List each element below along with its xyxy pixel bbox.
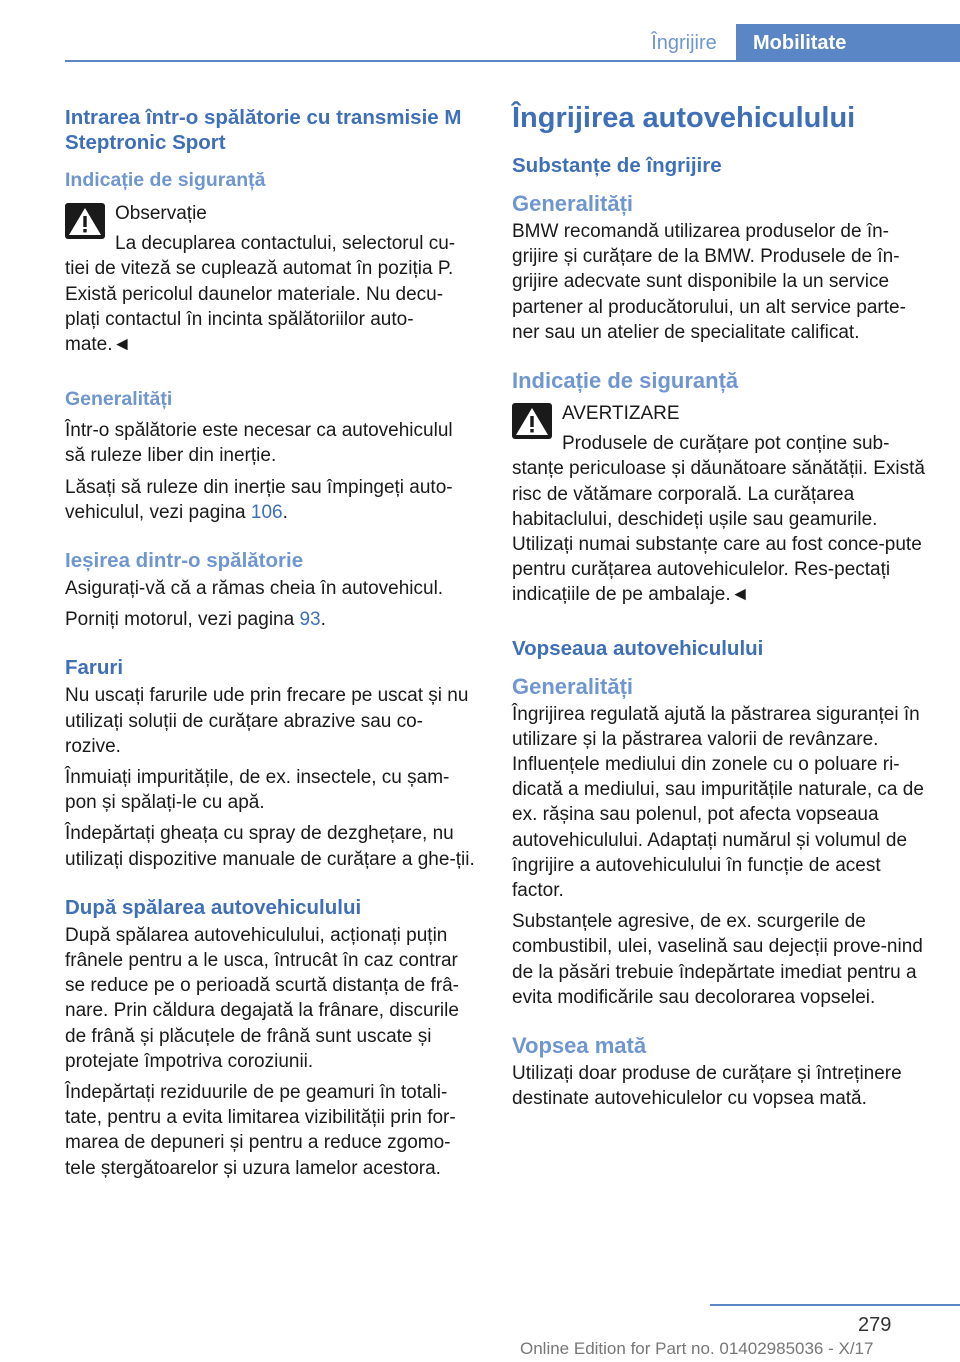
heading-safety-note: Indicație de siguranță (65, 169, 266, 191)
warning-icon (65, 203, 105, 239)
header-rule (65, 60, 960, 62)
paragraph: Asigurați-vă că a rămas cheia în autovehicul. (65, 578, 444, 600)
left-column (65, 100, 477, 1181)
paragraph: Nu uscați farurile ude prin frecare pe uscat și nu utilizați soluții de curățare abrazive sau co-rozive. (65, 685, 469, 757)
heading-after-wash: După spălarea autovehiculului (65, 895, 362, 919)
paragraph: Lăsați să ruleze din inerție sau împingeți auto-vehiculul, vezi pagina 106. (65, 476, 453, 523)
warning-title: AVERTIZARE (562, 403, 680, 425)
heading-vehicle-paint: Vopseaua autovehiculului (512, 636, 764, 660)
heading-headlights: Faruri (65, 656, 124, 680)
page-link-93[interactable]: 93 (299, 609, 321, 631)
footer-rule (710, 1304, 960, 1306)
note-box (65, 201, 477, 226)
heading-exit-car-wash: Ieșirea dintr-o spălătorie (65, 549, 304, 573)
warning-icon (512, 403, 552, 439)
page-title: Îngrijirea autovehiculului (512, 102, 856, 134)
right-column (512, 100, 930, 1111)
heading-care-products: Substanțe de îngrijire (512, 154, 722, 177)
paragraph: După spălarea autovehiculului, acționați puțin frânele pentru a le usca, întrucât în caz contrar se reduce pe o perioadă scurtă distanța de frâ-nare. Prin căldura degajată la frânare, discurile de frână și plăcuțele de frână sunt uscate și protejate împotriva coroziunii. (65, 924, 459, 1072)
paragraph: Îngrijirea regulată ajută la păstrarea siguranței în utilizare și la păstrarea valorii de revânzare. Influențele mediului din zonele cu o poluare ri-dicată a mediului, sau impuritățile naturale, ca de ex. rășina sau polenul, pot afecta vopseaua autovehiculului. Adaptați numărul și volumul de îngrijire a autovehiculului în funcție de acest factor. (512, 703, 924, 902)
paragraph: Îndepărtați reziduurile de pe geamuri în totali-tate, pentru a evita limitarea vizibilității prin for-marea de depuneri și pentru a reduce zgomo-tele ștergătoarelor și uzura lamelor acestora. (65, 1082, 456, 1179)
warning-text: Produsele de curățare pot conține sub-stanțe periculoase și dăunătoare sănătății. Există risc de vătămare corporală. La curățarea habitaclului, deschideți ușile sau geamurile. Utilizați numai substanțe care au fost conce-pute pentru curățarea autovehiculelor. Res-pectați indicațiile de pe ambalaje.◄ (512, 433, 925, 606)
paragraph: Îndepărtați gheața cu spray de dezghețare, nu utilizați dispozitive manuale de curățare a ghe-ții. (65, 823, 475, 870)
heading-safety-note: Indicație de siguranță (512, 368, 739, 394)
paragraph: Utilizați doar produse de curățare și întreținere destinate autovehiculelor cu vopsea mată. (512, 1063, 902, 1110)
note-text: La decuplarea contactului, selectorul cu-tiei de viteză se cuplează automat în poziția P. Există pericolul daunelor materiale. Nu decu-plați contactul în incinta spălătoriilor auto-mate.◄ (65, 233, 456, 356)
paragraph: BMW recomandă utilizarea produselor de în-grijire și curățare de la BMW. Produsele de în-grijire adecvate sunt disponibile la un service partener al producătorului, un alt service parte-ner sau un atelier de specialitate calificat. (512, 221, 906, 343)
paragraph: Într-o spălătorie este necesar ca autovehiculul să ruleze liber din inerție. (65, 420, 453, 467)
note-title: Observație (115, 203, 207, 224)
warning-box (512, 401, 930, 426)
heading-general: Generalități (512, 673, 634, 699)
heading-matte-paint: Vopsea mată (512, 1033, 647, 1059)
heading-general: Generalități (512, 191, 634, 216)
heading-car-wash-steptronic: Intrarea într-o spălătorie cu transmisie M Steptronic Sport (65, 106, 462, 154)
page-link-106[interactable]: 106 (250, 501, 283, 523)
footer-edition: Online Edition for Part no. 01402985036 - X/17 (520, 1339, 874, 1358)
tab-mobilitate[interactable]: Mobilitate (736, 24, 960, 62)
tab-ingrijire[interactable]: Îngrijire (651, 32, 717, 54)
page-number: 279 (858, 1314, 892, 1336)
paragraph: Substanțele agresive, de ex. scurgerile de combustibil, ulei, vaselină sau dejecții prove-nind de la păsări trebuie îndepărtate imediat pentru a evita modificările sau decolorarea vopselei. (512, 911, 923, 1008)
heading-general: Generalități (65, 388, 173, 411)
paragraph: Înmuiați impuritățile, de ex. insectele, cu șam-pon și spălați-le cu apă. (65, 767, 450, 814)
paragraph: Porniți motorul, vezi pagina 93. (65, 609, 326, 631)
